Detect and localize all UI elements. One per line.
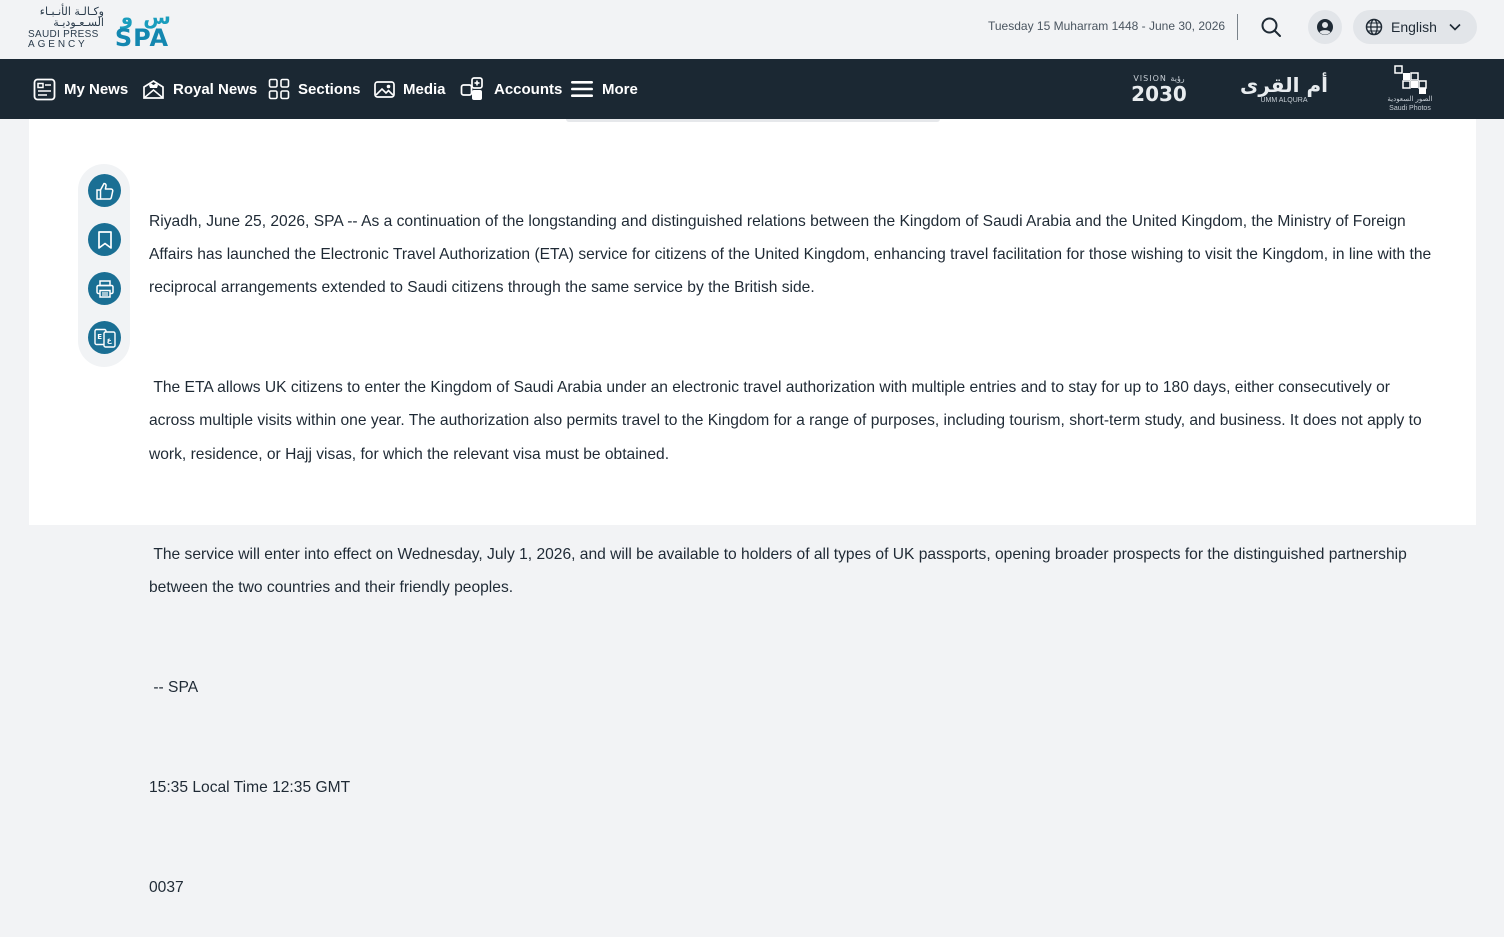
top-header	[0, 0, 1504, 59]
article-number: 0037	[149, 878, 184, 896]
spa-logo[interactable]	[28, 6, 172, 50]
language-selector[interactable]	[1353, 10, 1477, 44]
nav-more-label: More	[602, 80, 638, 98]
svg-text:ع: ع	[106, 336, 112, 344]
nav-accounts-label: Accounts	[494, 80, 563, 98]
saudi-photos-logo[interactable]	[1384, 59, 1436, 119]
saudi-photos-arabic: الصور السعودية	[1387, 96, 1433, 103]
nav-sections[interactable]	[268, 59, 361, 119]
globe-icon	[1365, 18, 1383, 36]
logo-english-line1: SAUDI PRESS	[28, 29, 99, 40]
vision-2030-top: VISION رؤية	[1133, 73, 1185, 83]
article-time: 15:35 Local Time 12:35 GMT	[149, 778, 351, 796]
vision-2030-logo[interactable]	[1128, 59, 1190, 119]
translate-icon	[94, 328, 116, 348]
search-button[interactable]	[1254, 10, 1288, 44]
umm-alqura-arabic: أم القرى	[1239, 72, 1328, 97]
header-divider	[1237, 14, 1238, 40]
article-body	[149, 138, 1439, 937]
nav-sections-label: Sections	[298, 80, 361, 98]
nav-royal-news[interactable]	[142, 59, 257, 119]
media-icon	[374, 79, 395, 100]
logo-arabic-text: وكـالـة الأنـبـاء السـعـوديـة	[39, 5, 104, 29]
logo-mark-top-left: و	[120, 5, 134, 29]
logo-mark	[112, 5, 172, 52]
thumbs-up-icon	[95, 181, 115, 201]
sections-grid-icon	[268, 78, 290, 100]
translate-button[interactable]	[88, 321, 121, 354]
accounts-icon	[460, 76, 486, 102]
nav-royal-news-label: Royal News	[173, 80, 258, 98]
main-navbar	[0, 59, 1504, 119]
svg-text:E: E	[96, 332, 102, 341]
chevron-down-icon	[1449, 23, 1461, 31]
logo-english-line2: AGENCY	[28, 39, 88, 50]
user-icon	[1316, 18, 1334, 36]
umm-alqura-english: UMM ALQURA	[1260, 96, 1308, 104]
dropdown-shadow	[566, 119, 940, 122]
header-date: Tuesday 15 Muharram 1448 - June 30, 2026	[988, 19, 1226, 33]
print-icon	[95, 279, 115, 299]
article-source: -- SPA	[149, 678, 199, 696]
nav-more[interactable]	[570, 59, 638, 119]
nav-media-label: Media	[403, 80, 446, 98]
umm-alqura-logo[interactable]	[1238, 59, 1330, 119]
nav-my-news-label: My News	[64, 80, 129, 98]
nav-accounts[interactable]	[460, 59, 562, 119]
bookmark-icon	[97, 230, 113, 250]
logo-text	[28, 6, 104, 50]
menu-icon	[570, 79, 594, 99]
print-button[interactable]	[88, 272, 121, 305]
my-news-icon	[33, 78, 56, 101]
nav-my-news[interactable]	[33, 59, 128, 119]
vision-2030-year: 2030	[1131, 81, 1187, 106]
article-paragraph: The ETA allows UK citizens to enter the Kingdom of Saudi Arabia under an electronic travel authorization with multiple entries and to stay for up to 180 days, either consecutively or across multiple visits within one year. The authorization also permits travel to the Kingdom for a range of purposes, including tourism, short-term study, and business. It does not apply to work, residence, or Hajj visas, for which the relevant visa must be obtained.	[149, 379, 1427, 463]
language-label: English	[1391, 19, 1437, 35]
like-button[interactable]	[88, 174, 121, 207]
saudi-photos-english: Saudi Photos	[1389, 105, 1431, 112]
article-paragraph: The service will enter into effect on Wednesday, July 1, 2026, and will be available to holders of all types of UK passports, opening broader prospects for the distinguished partnership between the two countries and their friendly peoples.	[149, 545, 1412, 596]
logo-mark-bottom: SPA	[114, 24, 170, 52]
user-account-button[interactable]	[1308, 10, 1342, 44]
article-paragraph: Riyadh, June 25, 2026, SPA -- As a continuation of the longstanding and distinguished relations between the Kingdom of Saudi Arabia and the United Kingdom, the Ministry of Foreign Affairs has launched the Electronic Travel Authorization (ETA) service for citizens of the United Kingdom, enhancing travel facilitation for those wishing to visit the Kingdom, in line with the reciprocal arrangements extended to Saudi citizens through the same service by the British side.	[149, 212, 1436, 297]
royal-news-icon	[142, 78, 165, 101]
saudi-photos-mark-icon	[1389, 65, 1431, 95]
nav-media[interactable]	[374, 59, 446, 119]
bookmark-button[interactable]	[88, 223, 121, 256]
logo-mark-top-right: س	[143, 5, 171, 29]
search-icon	[1260, 16, 1282, 38]
